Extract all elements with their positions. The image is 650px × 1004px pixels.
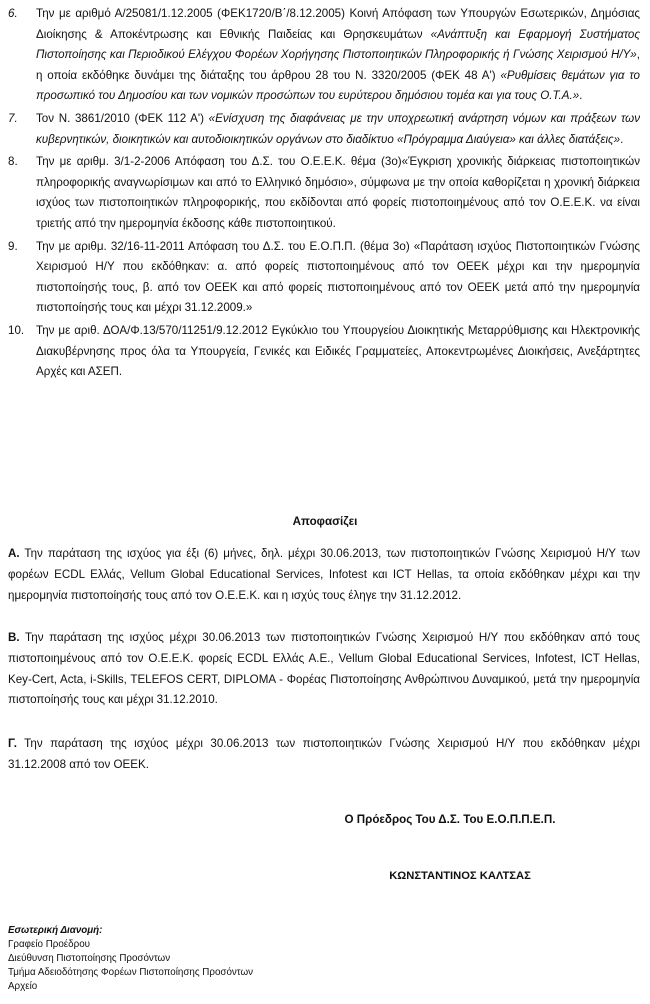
distribution-heading: Εσωτερική Διανομή: [8,925,103,936]
decision-b [8,628,640,711]
text-segment-italic: «Ανάπτυξη και Εφαρμογή Συστήματος Πιστοποίησης και Περιοδικού Ελέγχου Φορέων Χορήγησης Πιστοποιητικών Πληροφορικής ή Γνώσης Χειρισμού Η/Υ» [36,27,640,62]
list-item-10 [8,321,640,383]
text-segment-italic: «Ενίσχυση της διαφάνειας με την υποχρεωτική ανάρτηση νόμων και πράξεων των κυβερνητικών, διοικητικών και αυτοδιοικητικών οργάνων στο διαδίκτυο «Πρόγραμμα Διαύγεια» και άλλες διατάξεις» [36,111,641,146]
internal-distribution [8,924,408,994]
text-segment: . [620,132,624,146]
signatory-name: ΚΩΝΣΤΑΝΤΙΝΟΣ ΚΑΛΤΣΑΣ [389,870,531,882]
item-text [36,112,640,146]
list-item-9 [8,237,640,319]
signatory-title: Ο Πρόεδρος Του Δ.Σ. Του Ε.Ο.Π.Π.Ε.Π. [344,813,556,826]
item-text [36,7,640,102]
list-item-7 [8,109,640,150]
legal-basis-list [8,4,640,383]
decision-text: Την παράταση της ισχύος για έξι (6) μήνες, δηλ. μέχρι 30.06.2013, των πιστοποιητικών Γνώσης Χειρισμού Η/Υ των φορέων ECDL Ελλάς, Vellum Global Educational Services, Infotest και ICT Hellas, τα οποία εκδόθηκαν μέχρι και την ημερομηνία πιστοποίησής τους από τον Ο.Ε.Ε.Κ. και η ισχύς τους έληγε την 31.12.2012. [8,547,640,602]
text-segment-italic: «Ρυθμίσεις θεμάτων για το προσωπικό του Δημοσίου και των νομικών προσώπων του ευρύτερου δημόσιου τομέα και για τους Ο.Τ.Α.» [36,68,640,103]
item-number: 7. [8,111,18,125]
item-number: 6. [8,7,18,20]
list-item-8 [8,152,640,234]
decision-text: Την παράταση της ισχύος μέχρι 30.06.2013 των πιστοποιητικών Γνώσης Χειρισμού Η/Υ που εκδόθηκαν από τους πιστοποιημένους από τον Ο.Ε.Ε.Κ. φορείς ECDL Ελλάς Α.Ε., Vellum Global Educational Services, Infotest, ICT Hellas, Key-Cert, Acta, i-Skills, TELEFOS CERT, DIPLOMA - Φορέας Πιστοποίησης Ανθρώπινου Δυναμικού, μετά την ημερομηνία πιστοποίησής τους και μέχρι 31.12.2010. [8,631,640,707]
distribution-recipient: Διεύθυνση Πιστοποίησης Προσόντων [8,953,171,964]
text-segment: , η οποία εκδόθηκε δυνάμει της διάταξης του άρθρου 28 του Ν. 3320/2005 (ΦΕΚ 48 Α') [36,48,640,82]
text-segment: . [579,89,583,103]
item-text: Την με αριθ. ΔΟΑ/Φ.13/570/11251/9.12.2012 Εγκύκλιο του Υπουργείου Διοικητικής Μεταρρύθμισης και Ηλεκτρονικής Διακυβέρνησης προς όλα τα Υπουργεία, Γενικές και Ειδικές Γραμματείες, Αποκεντρωμένες Διοικήσεις, Ανεξάρτητες Αρχές και ΑΣΕΠ. [36,323,640,379]
item-number: 10. [8,323,25,337]
distribution-recipient: Γραφείο Προέδρου [8,939,90,950]
decision-letter: Γ. [8,737,17,750]
distribution-recipient: Αρχείο [8,981,38,992]
text-segment: Την με αριθμό Α/25081/1.12.2005 (ΦΕΚ1720/Β΄/8.12.2005) Κοινή Απόφαση των Υπουργών Εσωτερικών, Δημόσιας Διοίκησης & Αποκέντρωσης και Εθνικής Παιδείας και Θρησκευμάτων [36,7,640,41]
item-text: Την με αριθμ. 3/1-2-2006 Απόφαση του Δ.Σ. του Ο.Ε.Ε.Κ. θέμα (3ο)«Έγκριση χρονικής διάρκειας πιστοποιητικών πληροφορικής αναγνωρίσιμων και από το Ελληνικό δημόσιο», σύμφωνα με την οποία καθορίζεται η χρονική διάρκεια ισχύος των πιστοποιητικών πληροφορικής, που εκδίδονται από φορείς πιστοποιημένους από τον Ο.Ε.Ε.Κ. να είναι τριετής από την ημερομηνία έκδοσης κάθε πιστοποιητικού. [36,155,640,230]
decision-c [8,734,640,776]
item-number: 8. [8,155,18,169]
text-segment: Τον Ν. 3861/2010 (ΦΕΚ 112 Α') [36,111,209,125]
item-text: Την με αριθμ. 32/16-11-2011 Απόφαση του Δ.Σ. του Ε.Ο.Π.Π. (θέμα 3ο) «Παράταση ισχύος Πιστοποιητικών Γνώσης Χειρισμού Η/Υ που εκδόθηκαν: α. από φορείς πιστοποιημένους από τον ΟΕΕΚ μέχρι και την ημερομηνία πιστοποίησής τους, β. από τον ΟΕΕΚ και από φορείς πιστοποιημένους από τον ΟΕΕΚ μετά από την ημερομηνία πιστοποίησής τους και μέχρι 31.12.2009.» [36,239,640,315]
decision-letter: Β. [8,631,20,644]
decision-a [8,544,640,606]
decides-heading: Αποφασίζει [292,515,358,528]
decision-letter: Α. [8,547,20,560]
list-item-6 [8,4,640,107]
distribution-recipient: Τμήμα Αδειοδότησης Φορέων Πιστοποίησης Προσόντων [8,967,254,978]
item-number: 9. [8,239,18,253]
decision-text: Την παράταση της ισχύος μέχρι 30.06.2013 των πιστοποιητικών Γνώσης Χειρισμού Η/Υ που εκδόθηκαν μέχρι 31.12.2008 από τον ΟΕΕΚ. [8,737,640,771]
